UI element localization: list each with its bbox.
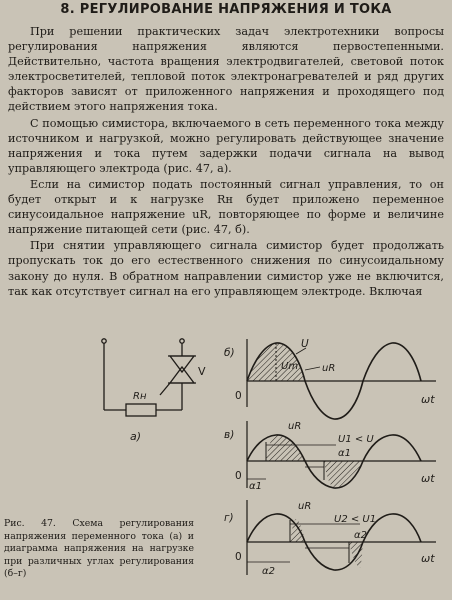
- panel-v-compare-label: U1 < U: [338, 434, 374, 445]
- triac-symbol: [160, 356, 196, 395]
- panel-g-label: г): [224, 512, 234, 524]
- panel-b-axis-label: ωt: [421, 393, 435, 406]
- panel-v-label: в): [224, 429, 235, 441]
- circuit-diagram: [102, 339, 196, 416]
- panel-g-axis-label: ωt: [421, 552, 435, 565]
- panel-v-origin: 0: [235, 470, 242, 482]
- panel-g-origin: 0: [235, 551, 242, 563]
- panel-g-angle-right: α2: [354, 530, 367, 541]
- panel-b-label: б): [224, 347, 235, 359]
- circuit-label: а): [130, 430, 142, 443]
- paragraph-4: При снятии управляющего сигнала симистор будет продолжать пропускать ток до его естественного снижения по синусоидальному закону до нуля. В обратном направлении симистор уже не включится, так как отсутствует сигнал на его управляющем электроде. Включая: [8, 239, 444, 298]
- panel-b: [224, 338, 436, 419]
- resistor-label: Rн: [133, 391, 147, 402]
- paragraph-3: Если на симистор подать постоянный сигнал управления, то он будет открыт и к нагрузке Rн будет приложено переменное синусоидальное напряжение uR, повторяющее по форме и величине напряжение питающей сети (рис. 47, б).: [8, 177, 444, 237]
- panel-g-compare-label: U2 < U1: [334, 514, 377, 525]
- panel-b-origin: 0: [235, 390, 242, 402]
- panel-v-angle-left: α1: [249, 481, 262, 492]
- panel-v: [224, 421, 436, 492]
- panel-v-axis-label: ωt: [421, 472, 435, 485]
- panel-v-ur-label: uR: [288, 421, 302, 432]
- panel-v-angle-right: α1: [338, 448, 351, 459]
- paragraph-1: При решении практических задач электротехники вопросы регулирования напряжения являются первостепенными. Действительно, частота вращения электродвигателей, световой поток электросветителей, тепловой поток электронагревателей и ряд других факторов зависят от приложенного напряжения и проходящего под действием этого напряжения тока.: [8, 25, 444, 114]
- resistor: [126, 404, 156, 416]
- panel-b-curve-label: U: [301, 338, 309, 350]
- triac-label: V: [198, 365, 206, 378]
- panel-g-ur-label: uR: [298, 501, 312, 512]
- paragraph-2: С помощью симистора, включаемого в сеть переменного тока между источником и нагрузкой, можно регулировать действующее значение напряжения и тока путем задержки подачи сигнала на вывод управляющего электрода (рис. 47, а).: [8, 116, 444, 175]
- section-heading: 8. РЕГУЛИРОВАНИЕ НАПРЯЖЕНИЯ И ТОКА: [60, 2, 392, 17]
- panel-b-um-label: Um: [281, 361, 299, 372]
- body-text: [8, 24, 444, 300]
- figure-caption: Рис. 47. Схема регулирования напряжения переменного тока (а) и диаграмма напряжения на нагрузке при различных углах регулирования (б–г): [4, 518, 194, 580]
- terminal-triac: [180, 339, 184, 343]
- terminal-top: [102, 339, 106, 343]
- panel-g: [224, 500, 436, 577]
- panel-b-ur-label: uR: [322, 363, 336, 374]
- panel-g-angle-left: α2: [262, 566, 275, 577]
